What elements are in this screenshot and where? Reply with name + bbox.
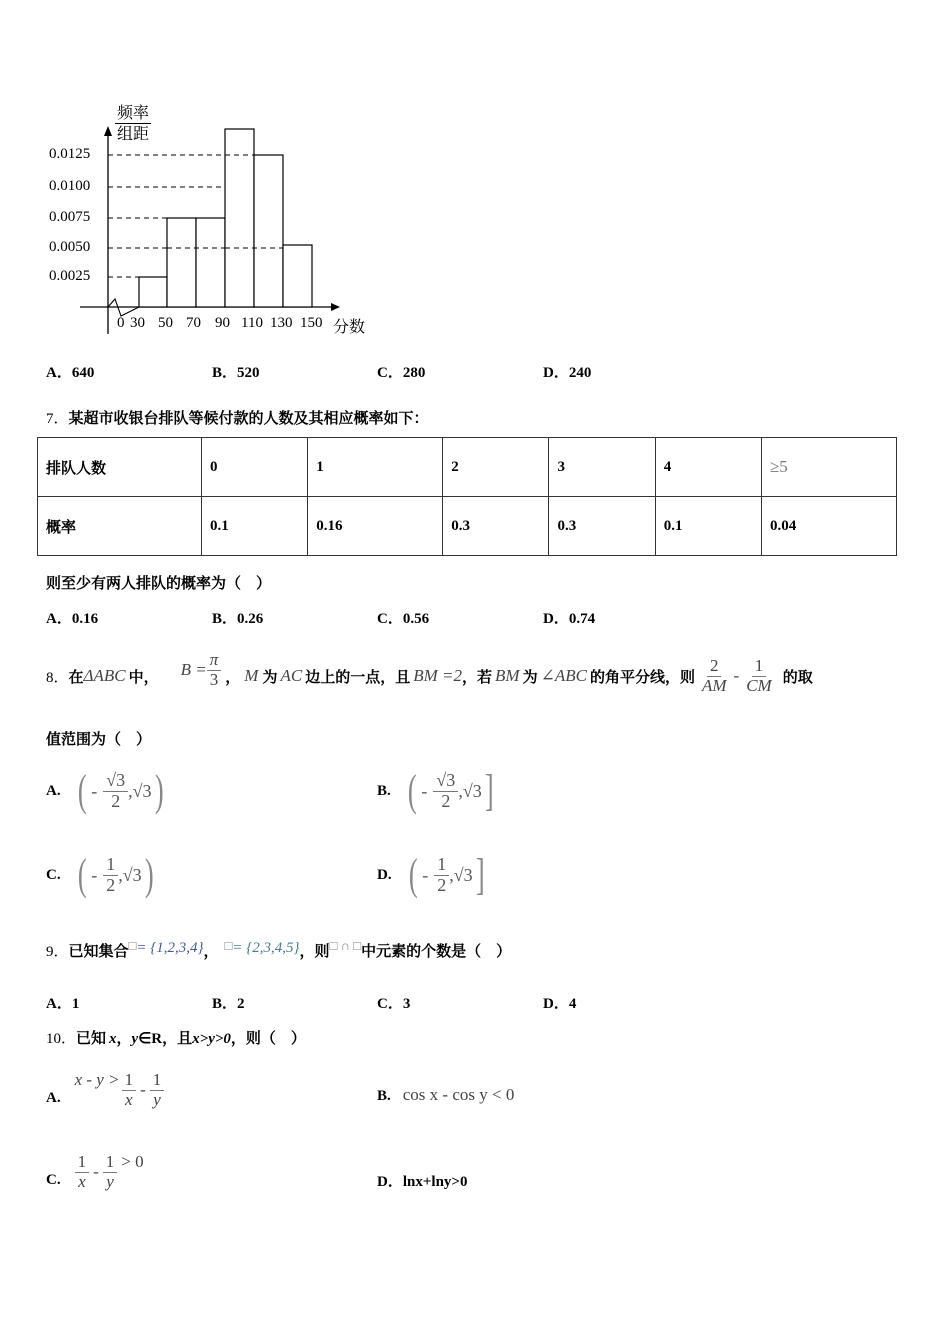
table-header-cell: 概率 bbox=[38, 497, 202, 556]
fraction-1-over-cm: $\frac{1}{CM}$ bbox=[746, 655, 772, 695]
bar-70-90 bbox=[196, 218, 225, 307]
table-cell: 0.3 bbox=[549, 497, 655, 556]
y-tick-label: 0.0100 bbox=[49, 178, 91, 194]
table-cell: 3 bbox=[549, 438, 655, 497]
set-b-symbol-icon: □ bbox=[224, 938, 233, 953]
y-tick-label: 0.0025 bbox=[49, 268, 91, 284]
table-cell: 0.16 bbox=[308, 497, 443, 556]
q8-option-d[interactable]: D. ( - $\frac{1}{2}$ , √3 ] bbox=[377, 850, 485, 899]
bar-130-150 bbox=[283, 245, 312, 307]
y-tick-label: 0.0125 bbox=[49, 146, 91, 162]
q9-option-b[interactable]: B．2 bbox=[212, 996, 245, 1012]
y-axis-label-top: 频率 bbox=[117, 103, 150, 122]
histogram-figure bbox=[0, 0, 400, 345]
q6-option-a[interactable]: A．640 bbox=[46, 365, 95, 381]
q8-stem: 8． 在 ΔABC 中， B = $\frac{\pi}{3}$ ， M 为 AC 边上的一点，且 BM =2 ，若 BM 为 ∠ABC 的角平分线，则 $\frac{2}{AM}$ - $\frac{1}{CM}$ 的取 bbox=[46, 649, 813, 695]
q7-option-c[interactable]: C．0.56 bbox=[377, 611, 430, 627]
q8-option-c[interactable]: C. ( - $\frac{1}{2}$ , √3 ) bbox=[46, 850, 154, 899]
x-tick-label: 130 bbox=[270, 315, 293, 331]
question-text: 某超市收银台排队等候付款的人数及其相应概率如下： bbox=[68, 409, 429, 427]
table-cell: 0.1 bbox=[202, 497, 308, 556]
intersection-symbol-icon: □ ∩ □ bbox=[329, 938, 362, 953]
x-tick-label: 30 bbox=[130, 315, 145, 331]
q10-option-c[interactable]: C. $\frac{1}{x}$ - $\frac{1}{y}$ > 0 bbox=[46, 1151, 144, 1191]
table-cell: 0.3 bbox=[443, 497, 549, 556]
x-tick-label: 50 bbox=[158, 315, 173, 331]
question-number: 7． bbox=[46, 411, 69, 427]
q6-option-c[interactable]: C．280 bbox=[377, 365, 426, 381]
q7-stem bbox=[46, 407, 429, 428]
q8-option-b[interactable]: B. ( - $\frac{√3}{2}$ , √3 ] bbox=[377, 766, 494, 815]
bar-50-70 bbox=[167, 218, 196, 307]
q8-stem-line2: 值范围为（ ） bbox=[46, 730, 152, 748]
table-cell: 0.04 bbox=[761, 497, 896, 556]
table-cell: 1 bbox=[308, 438, 443, 497]
x-tick-label: 150 bbox=[300, 315, 323, 331]
y-tick-label: 0.0075 bbox=[49, 209, 91, 225]
q9-option-c[interactable]: C．3 bbox=[377, 996, 411, 1012]
q6-option-d[interactable]: D．240 bbox=[543, 365, 592, 381]
table-header-cell: 排队人数 bbox=[38, 438, 202, 497]
q7-question: 则至少有两人排队的概率为（ ） bbox=[46, 574, 272, 592]
probability-table bbox=[37, 437, 897, 556]
table-row bbox=[38, 497, 897, 556]
q10-option-d[interactable]: D．lnx+lny>0 bbox=[377, 1174, 468, 1190]
q9-stem: 9． 已知集合 □ = {1,2,3,4} ， □ = {2,3,4,5} ，则 □ ∩ □ 中元素的个数是（ ） bbox=[46, 938, 512, 960]
x-tick-label: 0 bbox=[117, 315, 125, 331]
table-cell: ≥5 bbox=[761, 438, 896, 497]
y-axis-label-bottom: 组距 bbox=[117, 124, 150, 143]
q7-option-a[interactable]: A．0.16 bbox=[46, 611, 99, 627]
q7-option-b[interactable]: B．0.26 bbox=[212, 611, 264, 627]
histogram-svg bbox=[0, 0, 400, 345]
x-axis-label: 分数 bbox=[333, 317, 366, 336]
table-cell: 0.1 bbox=[655, 497, 761, 556]
q6-option-b[interactable]: B．520 bbox=[212, 365, 260, 381]
x-tick-label: 110 bbox=[241, 315, 263, 331]
x-tick-label: 70 bbox=[186, 315, 201, 331]
set-a: = {1,2,3,4} bbox=[136, 940, 204, 956]
fraction-2-over-am: $\frac{2}{AM}$ bbox=[701, 655, 727, 695]
table-row bbox=[38, 438, 897, 497]
bar-30-50 bbox=[139, 277, 167, 307]
bar-90-110 bbox=[225, 129, 254, 307]
x-tick-label: 90 bbox=[215, 315, 230, 331]
b-equals-pi-over-3: B = $\frac{\pi}{3}$ bbox=[181, 651, 222, 689]
bar-110-130 bbox=[254, 155, 283, 307]
q10-stem: 10．已知 x，y∈R，且x>y>0，则（ ） bbox=[46, 1029, 306, 1047]
q9-option-a[interactable]: A．1 bbox=[46, 996, 80, 1012]
set-b: = {2,3,4,5} bbox=[232, 940, 300, 956]
y-axis-arrow-icon bbox=[104, 126, 112, 136]
set-a-symbol-icon: □ bbox=[128, 938, 137, 953]
table-cell: 0 bbox=[202, 438, 308, 497]
table-cell: 2 bbox=[443, 438, 549, 497]
q8-option-a[interactable]: A. ( - $\frac{√3}{2}$ , √3 ) bbox=[46, 766, 164, 815]
y-tick-label: 0.0050 bbox=[49, 239, 91, 255]
table-cell: 4 bbox=[655, 438, 761, 497]
x-axis-arrow-icon bbox=[331, 303, 340, 311]
q9-option-d[interactable]: D．4 bbox=[543, 996, 577, 1012]
q7-option-d[interactable]: D．0.74 bbox=[543, 611, 596, 627]
q10-option-b[interactable]: B. cos x - cos y < 0 bbox=[377, 1085, 515, 1104]
y-axis-label bbox=[115, 103, 151, 144]
q10-option-a[interactable]: A. x - y > $\frac{1}{x}$ - $\frac{1}{y}$ bbox=[46, 1060, 164, 1120]
